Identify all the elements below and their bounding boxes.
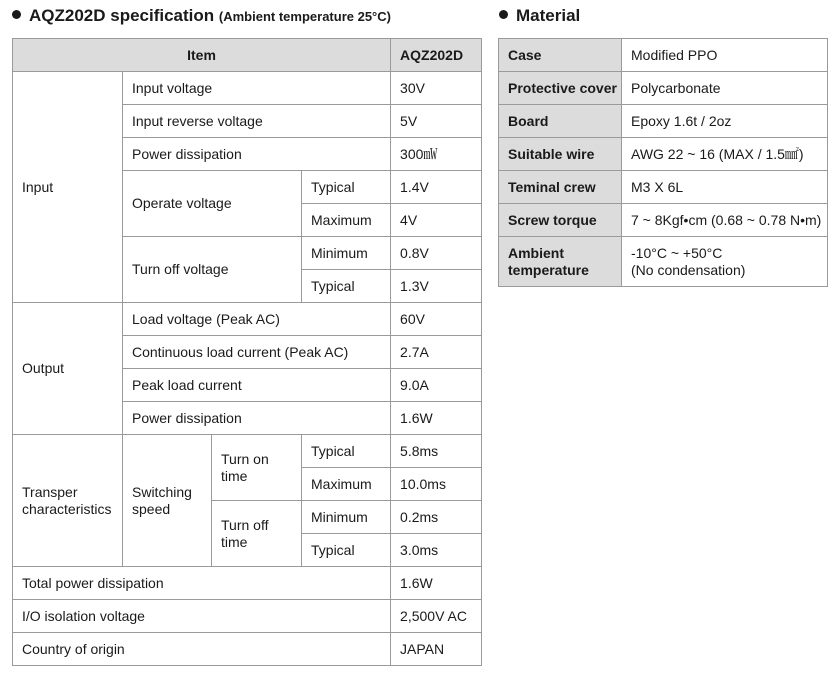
table-row <box>13 633 482 666</box>
turn-on-time-label <box>212 435 302 501</box>
row-label: Power dissipation <box>123 402 391 435</box>
switching-line1: Switching <box>132 483 192 500</box>
table-row <box>499 72 828 105</box>
material-value <box>622 237 828 287</box>
switching-line2: speed <box>132 500 171 517</box>
material-label: Teminal crew <box>499 171 622 204</box>
material-table <box>498 38 828 287</box>
row-value: JAPAN <box>391 633 482 666</box>
table-row <box>499 237 828 287</box>
row-label: Peak load current <box>123 369 391 402</box>
row-value: 5V <box>391 105 482 138</box>
table-row <box>499 39 828 72</box>
table-row <box>13 600 482 633</box>
group-input: Input <box>13 72 123 303</box>
group-transfer <box>13 435 123 567</box>
material-value: 7 ~ 8Kgf•cm (0.68 ~ 0.78 N•m) <box>622 204 828 237</box>
material-value: Modified PPO <box>622 39 828 72</box>
row-value: 1.4V <box>391 171 482 204</box>
row-value: 60V <box>391 303 482 336</box>
row-value: 30V <box>391 72 482 105</box>
ambient-label-line1: Ambient <box>508 244 564 261</box>
material-title: Material <box>516 6 581 25</box>
material-label: Suitable wire <box>499 138 622 171</box>
row-label: I/O isolation voltage <box>13 600 391 633</box>
table-row <box>13 435 482 468</box>
table-header-row <box>13 39 482 72</box>
bullet-icon <box>12 10 21 19</box>
material-label: Case <box>499 39 622 72</box>
row-value: 5.8ms <box>391 435 482 468</box>
sub-label: Typical <box>302 435 391 468</box>
turn-off-line1: Turn off <box>221 516 269 533</box>
table-row <box>13 567 482 600</box>
group-transfer-line1: Transper <box>22 483 78 500</box>
row-value: 3.0ms <box>391 534 482 567</box>
group-transfer-line2: characteristics <box>22 500 112 517</box>
ambient-value-line2: (No condensation) <box>631 261 746 278</box>
row-label: Continuous load current (Peak AC) <box>123 336 391 369</box>
material-value: M3 X 6L <box>622 171 828 204</box>
table-row <box>13 72 482 105</box>
material-label: Protective cover <box>499 72 622 105</box>
group-output: Output <box>13 303 123 435</box>
row-label: Load voltage (Peak AC) <box>123 303 391 336</box>
row-value: 0.2ms <box>391 501 482 534</box>
row-value: 4V <box>391 204 482 237</box>
sub-label: Minimum <box>302 501 391 534</box>
header-item: Item <box>13 39 391 72</box>
spec-heading <box>12 6 391 26</box>
row-value: 0.8V <box>391 237 482 270</box>
turn-on-line2: time <box>221 467 248 484</box>
sub-label: Typical <box>302 534 391 567</box>
ambient-value-line1: -10°C ~ +50°C <box>631 244 723 261</box>
row-label: Total power dissipation <box>13 567 391 600</box>
table-row <box>13 303 482 336</box>
sub-label: Maximum <box>302 204 391 237</box>
sub-label: Minimum <box>302 237 391 270</box>
material-value: Epoxy 1.6t / 2oz <box>622 105 828 138</box>
material-label: Screw torque <box>499 204 622 237</box>
table-row <box>499 204 828 237</box>
material-heading <box>499 6 580 26</box>
row-label: Turn off voltage <box>123 237 302 303</box>
turn-on-line1: Turn on <box>221 450 269 467</box>
row-value: 2.7A <box>391 336 482 369</box>
row-value: 1.6W <box>391 567 482 600</box>
table-row <box>499 105 828 138</box>
row-label: Operate voltage <box>123 171 302 237</box>
row-value: 300㎽ <box>391 138 482 171</box>
row-value: 1.3V <box>391 270 482 303</box>
row-value: 10.0ms <box>391 468 482 501</box>
spec-title: AQZ202D specification <box>29 6 215 25</box>
material-value: Polycarbonate <box>622 72 828 105</box>
turn-off-time-label <box>212 501 302 567</box>
bullet-icon <box>499 10 508 19</box>
turn-off-line2: time <box>221 533 248 550</box>
spec-subtitle: (Ambient temperature 25°C) <box>218 9 391 24</box>
switching-speed-label <box>123 435 212 567</box>
spec-table <box>12 38 482 666</box>
header-model: AQZ202D <box>391 39 482 72</box>
row-label: Input voltage <box>123 72 391 105</box>
table-row <box>499 138 828 171</box>
table-row <box>499 171 828 204</box>
row-label: Power dissipation <box>123 138 391 171</box>
row-value: 1.6W <box>391 402 482 435</box>
sub-label: Typical <box>302 270 391 303</box>
row-value: 9.0A <box>391 369 482 402</box>
row-label: Input reverse voltage <box>123 105 391 138</box>
material-label: Board <box>499 105 622 138</box>
material-label <box>499 237 622 287</box>
ambient-label-line2: temperature <box>508 261 589 278</box>
sub-label: Maximum <box>302 468 391 501</box>
row-value: 2,500V AC <box>391 600 482 633</box>
row-label: Country of origin <box>13 633 391 666</box>
sub-label: Typical <box>302 171 391 204</box>
material-value: AWG 22 ~ 16 (MAX / 1.5㎟) <box>622 138 828 171</box>
